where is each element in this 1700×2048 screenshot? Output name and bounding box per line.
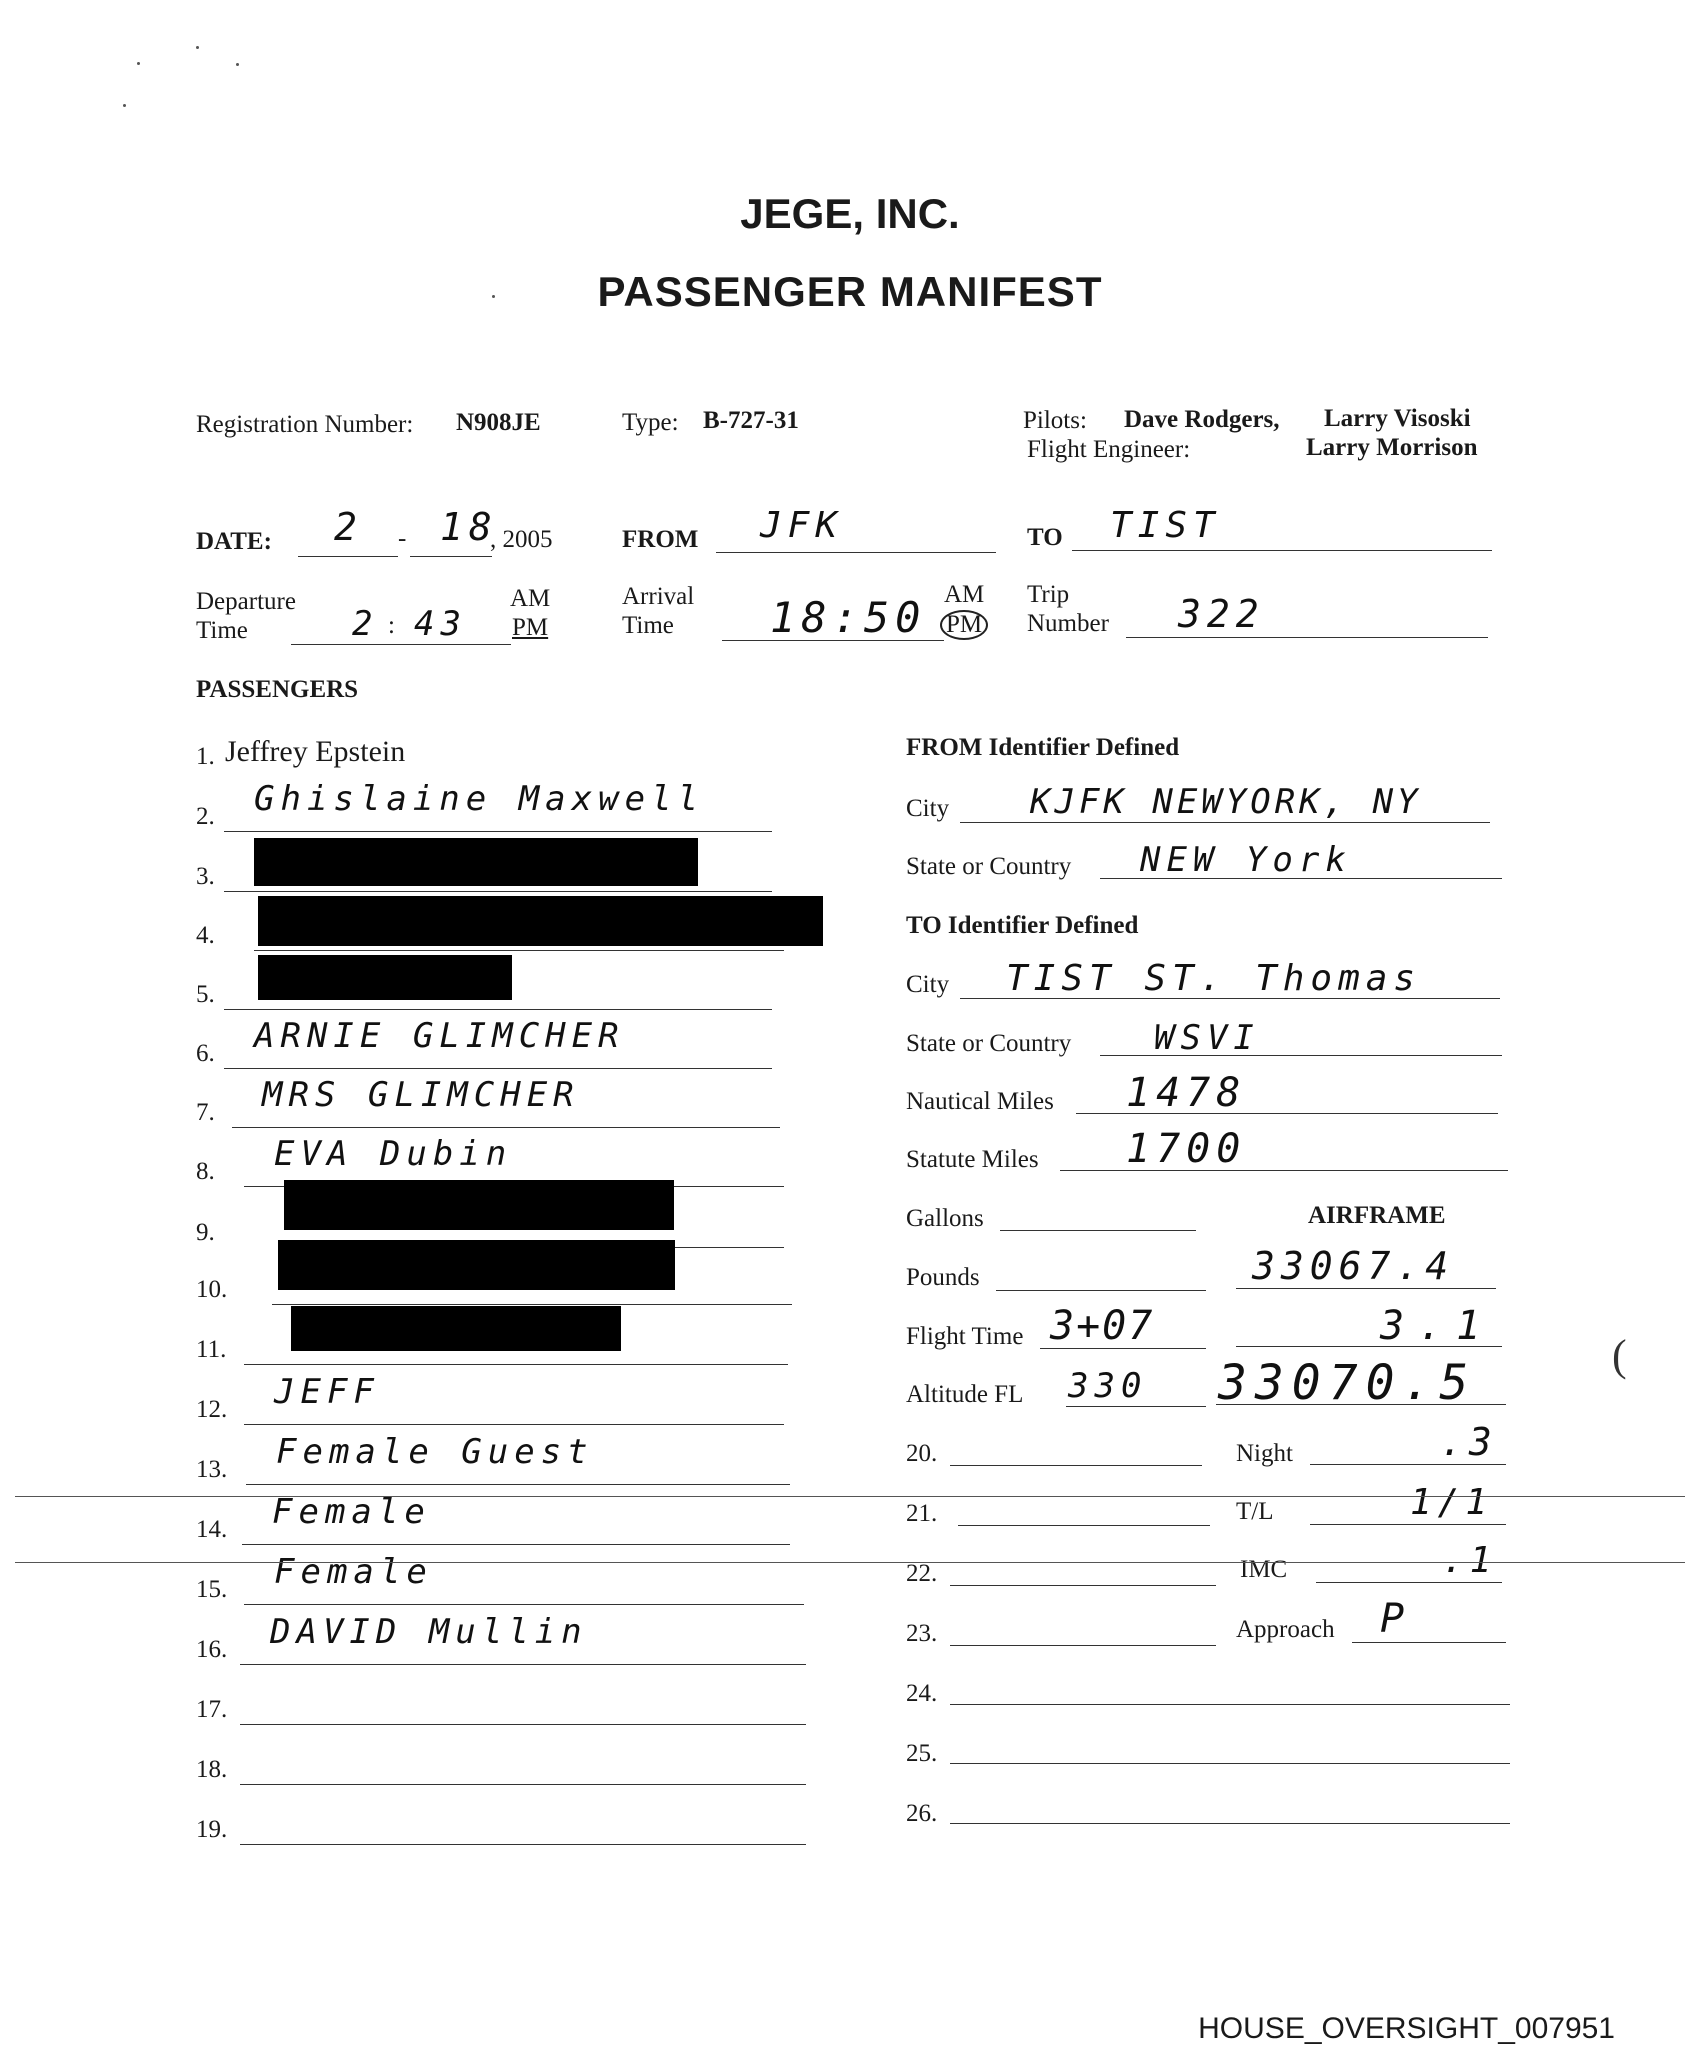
- airframe-total-2: 3.1: [1380, 1303, 1495, 1349]
- passenger-line: [240, 1784, 806, 1785]
- departure-am: AM: [510, 585, 551, 612]
- page-title: PASSENGER MANIFEST: [597, 268, 1103, 315]
- row-25-number: 25.: [906, 1740, 938, 1767]
- scan-speck: [137, 62, 140, 65]
- registration-label: Registration Number:: [196, 411, 414, 438]
- nautical-miles-label: Nautical Miles: [906, 1088, 1054, 1115]
- arrival-pm: PM: [940, 610, 988, 640]
- altitude: 330: [1068, 1366, 1148, 1406]
- passenger-number: 15.: [196, 1576, 228, 1603]
- departure-pm: PM: [512, 614, 549, 641]
- passenger-line: [232, 1127, 780, 1128]
- passenger-line: [246, 1484, 790, 1485]
- flight-time: 3+07: [1050, 1303, 1155, 1349]
- from-city-label: City: [906, 795, 950, 822]
- statute-miles: 1700: [1126, 1126, 1247, 1172]
- passenger-line: [272, 1304, 792, 1305]
- redaction-5: [258, 955, 512, 1000]
- passenger-number: 10.: [196, 1276, 228, 1303]
- departure-separator: :: [388, 612, 395, 639]
- scan-speck: [236, 63, 239, 66]
- passenger-number: 14.: [196, 1516, 228, 1543]
- arrival-time: 18:50: [770, 593, 927, 642]
- passenger-number: 8.: [196, 1158, 215, 1185]
- passenger-line: [244, 1604, 804, 1605]
- from-label: FROM: [622, 526, 699, 553]
- passenger-number: 19.: [196, 1816, 228, 1843]
- imc-label: IMC: [1240, 1556, 1288, 1583]
- passenger-line: [240, 1664, 806, 1665]
- aircraft-type: B-727-31: [703, 407, 799, 434]
- passenger-number: 12.: [196, 1396, 228, 1423]
- redaction-10: [278, 1240, 675, 1290]
- from-state: NEW York: [1140, 840, 1352, 880]
- to-airport: TIST: [1110, 505, 1221, 546]
- passenger-line: [224, 891, 772, 892]
- pilot-1: Dave Rodgers,: [1124, 406, 1280, 433]
- date-day: 18: [440, 505, 498, 549]
- approach-label: Approach: [1236, 1616, 1335, 1643]
- passenger-number: 18.: [196, 1756, 228, 1783]
- row-23-number: 23.: [906, 1620, 938, 1647]
- to-identifier-heading: TO Identifier Defined: [906, 912, 1139, 939]
- margin-mark: (: [1612, 1331, 1627, 1380]
- passenger-line: [224, 831, 772, 832]
- row-24-number: 24.: [906, 1680, 938, 1707]
- passenger-name: MRS GLIMCHER: [262, 1075, 580, 1115]
- night-label: Night: [1236, 1440, 1293, 1467]
- redaction-9: [284, 1180, 674, 1230]
- passenger-number: 3.: [196, 863, 215, 890]
- from-city: KJFK NEWYORK, NY: [1030, 782, 1422, 822]
- from-state-label: State or Country: [906, 853, 1072, 880]
- to-label: TO: [1027, 524, 1063, 551]
- passenger-line: [254, 950, 784, 951]
- flight-engineer: Larry Morrison: [1306, 434, 1478, 461]
- passenger-number: 5.: [196, 981, 215, 1008]
- passenger-number: 11.: [196, 1336, 227, 1363]
- row-20-number: 20.: [906, 1440, 938, 1467]
- passenger-name: Female Guest: [276, 1432, 594, 1472]
- type-label: Type:: [622, 409, 679, 436]
- passenger-number: 9.: [196, 1219, 215, 1246]
- passenger-number: 13.: [196, 1456, 228, 1483]
- passenger-number: 1.: [196, 743, 215, 770]
- scan-artifact-line: [15, 1496, 1685, 1497]
- passenger-number: 6.: [196, 1040, 215, 1067]
- from-airport: JFK: [760, 505, 844, 546]
- redaction-11: [291, 1306, 621, 1351]
- arrival-label: Arrival: [622, 583, 695, 610]
- company-name: JEGE, INC.: [740, 190, 960, 237]
- registration-number: N908JE: [456, 409, 541, 436]
- passenger-line: [224, 1009, 772, 1010]
- pilots-label: Pilots:: [1023, 407, 1087, 434]
- redaction-3: [254, 838, 698, 886]
- passenger-name: ARNIE GLIMCHER: [254, 1016, 625, 1056]
- date-month: 2: [334, 505, 363, 549]
- tl-value: 1/1: [1410, 1482, 1494, 1523]
- date-year: , 2005: [490, 526, 553, 553]
- passenger-name: Ghislaine Maxwell: [254, 779, 704, 819]
- passenger-line: [224, 1068, 772, 1069]
- departure-minutes: 43: [414, 604, 467, 644]
- night-value: .3: [1440, 1420, 1498, 1464]
- arrival-time-label: Time: [622, 612, 674, 639]
- approach-value: P: [1380, 1596, 1411, 1642]
- passenger-number: 17.: [196, 1696, 228, 1723]
- trip-number-label: Number: [1027, 610, 1109, 637]
- passenger-name: Female: [272, 1492, 431, 1532]
- statute-miles-label: Statute Miles: [906, 1146, 1039, 1173]
- passenger-line: [244, 1364, 788, 1365]
- departure-label: Departure: [196, 588, 296, 615]
- scan-speck: [123, 104, 126, 107]
- airframe-total-1: 33067.4: [1252, 1244, 1455, 1288]
- passenger-name: DAVID Mullin: [270, 1612, 588, 1652]
- flight-time-label: Flight Time: [906, 1323, 1024, 1350]
- trip-number: 322: [1178, 592, 1265, 636]
- passenger-name: EVA Dubin: [274, 1134, 513, 1174]
- arrival-pm-circle: [940, 610, 988, 640]
- passenger-number: 2.: [196, 803, 215, 830]
- passenger-name: JEFF: [274, 1372, 380, 1412]
- to-city-label: City: [906, 971, 950, 998]
- passenger-line: [240, 1844, 806, 1845]
- engineer-label: Flight Engineer:: [1027, 436, 1191, 463]
- scan-artifact-line: [15, 1562, 1685, 1563]
- passenger-name: Jeffrey Epstein: [225, 735, 406, 768]
- to-state: WSVI: [1154, 1018, 1260, 1058]
- nautical-miles: 1478: [1126, 1070, 1247, 1116]
- airframe-heading: AIRFRAME: [1308, 1202, 1446, 1229]
- passenger-line: [244, 1424, 784, 1425]
- departure-time-label: Time: [196, 617, 248, 644]
- row-26-number: 26.: [906, 1800, 938, 1827]
- passenger-number: 7.: [196, 1099, 215, 1126]
- tl-label: T/L: [1236, 1498, 1274, 1525]
- gallons-label: Gallons: [906, 1205, 984, 1232]
- date-separator: -: [398, 525, 407, 552]
- arrival-am: AM: [944, 581, 985, 608]
- scan-speck: [196, 46, 199, 49]
- altitude-label: Altitude FL: [906, 1381, 1024, 1408]
- airframe-total-3: 33070.5: [1218, 1355, 1477, 1411]
- from-identifier-heading: FROM Identifier Defined: [906, 734, 1180, 761]
- pilot-2: Larry Visoski: [1324, 405, 1471, 432]
- row-21-number: 21.: [906, 1500, 938, 1527]
- passenger-line: [242, 1544, 790, 1545]
- pounds-label: Pounds: [906, 1264, 980, 1291]
- date-label: DATE:: [196, 528, 272, 555]
- passenger-name: Female: [274, 1552, 433, 1592]
- passengers-heading: PASSENGERS: [196, 676, 359, 703]
- row-22-number: 22.: [906, 1560, 938, 1587]
- to-city: TIST ST. Thomas: [1006, 958, 1422, 999]
- redaction-4: [258, 896, 823, 946]
- passenger-line: [240, 1724, 806, 1725]
- passenger-number: 16.: [196, 1636, 228, 1663]
- to-state-label: State or Country: [906, 1030, 1072, 1057]
- trip-label: Trip: [1027, 581, 1070, 608]
- imc-value: .1: [1442, 1540, 1498, 1581]
- passenger-number: 4.: [196, 922, 215, 949]
- departure-hour: 2: [352, 604, 379, 644]
- bates-number: HOUSE_OVERSIGHT_007951: [1198, 2012, 1615, 2045]
